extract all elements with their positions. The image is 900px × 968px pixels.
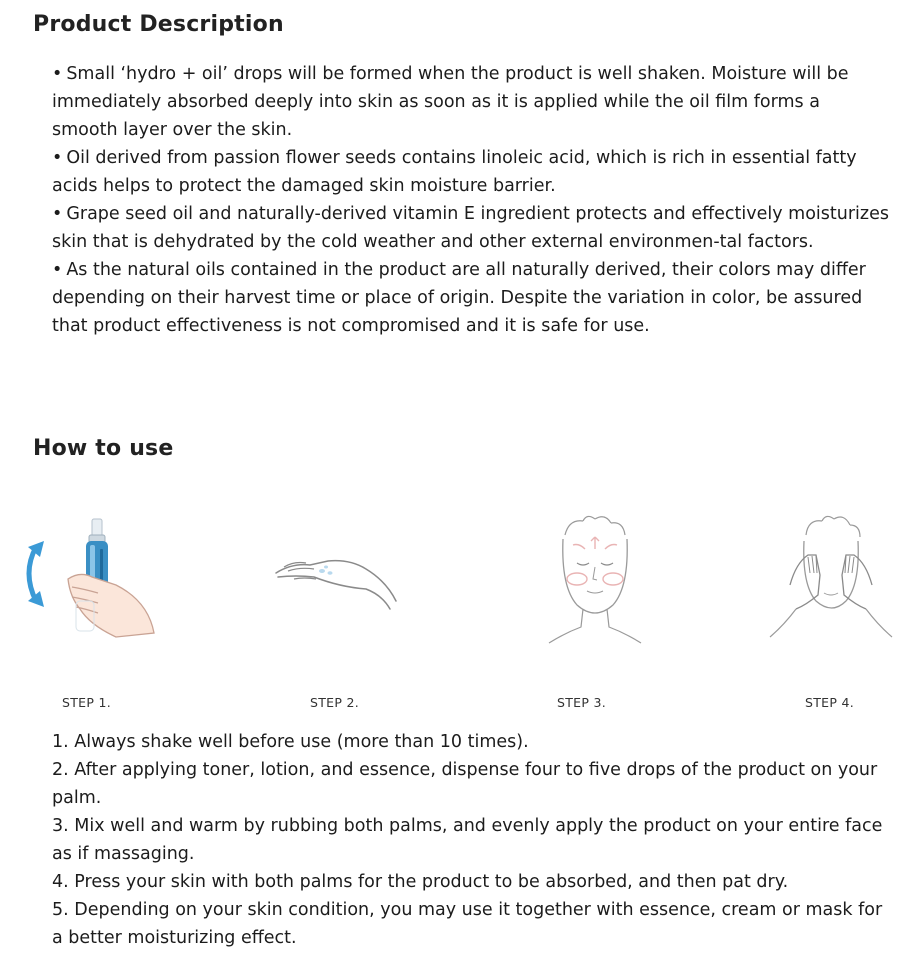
description-bullet-text: As the natural oils contained in the product are all naturally derived, their colors may differ depending on their harvest time or place of origin. Despite the variation in color, be assured that product effectiveness is not compromised and it is safe for use. [52, 260, 866, 336]
step-1 [20, 505, 160, 715]
step-label: STEP 4. [805, 695, 855, 710]
bullet-dot-icon: • [52, 204, 63, 224]
instruction-item: 4. Press your skin with both palms for the product to be absorbed, and then pat dry. [52, 872, 789, 892]
bullet-dot-icon: • [52, 64, 63, 84]
how-to-use-title: How to use [33, 436, 174, 461]
description-bullet [52, 144, 890, 200]
step-label: STEP 3. [557, 695, 607, 710]
description-bullet-text: Oil derived from passion flower seeds contains linoleic acid, which is rich in essential fatty acids helps to protect the damaged skin moisture barrier. [52, 148, 857, 196]
description-bullet [52, 200, 890, 256]
how-to-use-instructions [52, 728, 890, 952]
face-press-illustration [760, 505, 900, 645]
step-3 [525, 505, 665, 715]
bullet-dot-icon: • [52, 260, 63, 280]
step-label: STEP 1. [62, 695, 112, 710]
description-bullet-text: Grape seed oil and naturally-derived vitamin E ingredient protects and effectively moisturizes skin that is dehydrated by the cold weather and other external environmen-tal factors. [52, 204, 889, 252]
step-label: STEP 2. [310, 695, 360, 710]
face-massage-illustration [525, 505, 665, 645]
step-4 [760, 505, 900, 715]
description-bullet [52, 60, 890, 144]
instruction-item: 1. Always shake well before use (more than 10 times). [52, 732, 529, 752]
step-2 [270, 505, 410, 715]
bullet-dot-icon: • [52, 148, 63, 168]
shake-bottle-illustration [20, 505, 160, 645]
instruction-item: 5. Depending on your skin condition, you may use it together with essence, cream or mask for a better moisturizing effect. [52, 900, 883, 948]
palm-drops-illustration [270, 505, 410, 645]
description-bullet [52, 256, 890, 340]
instruction-item: 2. After applying toner, lotion, and essence, dispense four to five drops of the product on your palm. [52, 760, 878, 808]
instruction-item: 3. Mix well and warm by rubbing both palms, and evenly apply the product on your entire face as if massaging. [52, 816, 883, 864]
product-description-title: Product Description [33, 12, 284, 37]
description-bullet-text: Small ‘hydro + oil’ drops will be formed when the product is well shaken. Moisture will be immediately absorbed deeply into skin as soon as it is applied while the oil film forms a smooth layer over the skin. [52, 64, 849, 140]
steps-row [20, 505, 890, 715]
product-description-bullets [52, 60, 890, 340]
